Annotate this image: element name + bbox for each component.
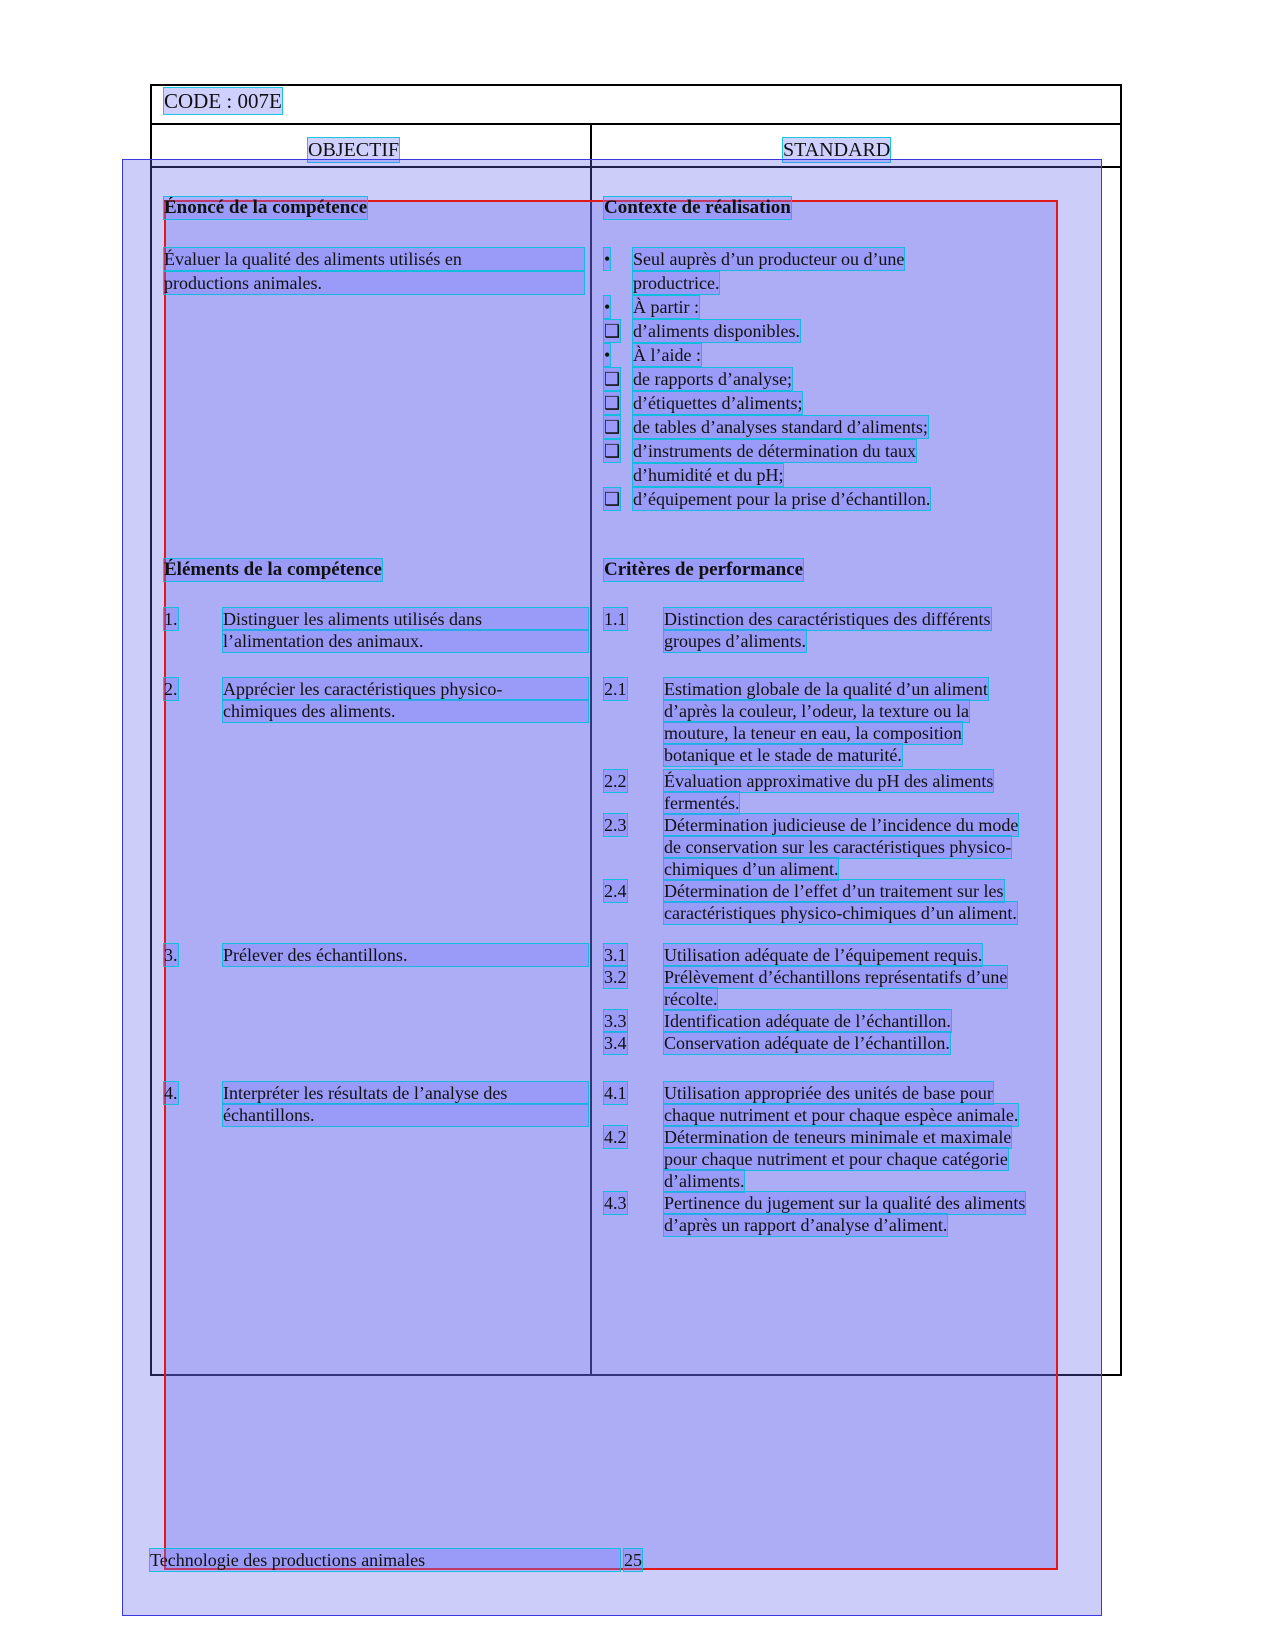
element-line: l’alimentation des animaux. [223,630,588,652]
critere-number: 3.1 [604,945,627,965]
critere-line: Conservation adéquate de l’échantillon. [664,1033,950,1053]
contexte-item-line: d’étiquettes d’aliments; [633,393,803,413]
header-standard: STANDARD [783,139,891,161]
critere-line: d’aliments. [664,1171,745,1191]
contexte-item-line: d’instruments de détermination du taux [633,441,916,461]
critere-number: 3.3 [604,1011,627,1031]
critere-number: 2.2 [604,771,627,791]
critere-line: d’après un rapport d’analyse d’aliment. [664,1215,948,1235]
element-line: Distinguer les aliments utilisés dans [223,608,588,630]
critere-line: Utilisation adéquate de l’équipement requis. [664,945,983,965]
critere-number: 1.1 [604,609,627,629]
contexte-bullet: ❑ [604,369,621,389]
contexte-title: Contexte de réalisation [604,197,791,218]
contexte-bullet: ❑ [604,321,621,341]
contexte-item-line: d’humidité et du pH; [633,465,784,485]
critere-line: de conservation sur les caractéristiques physico- [664,837,1012,857]
page-number: 25 [624,1550,642,1570]
critere-line: Utilisation appropriée des unités de base pour [664,1083,993,1103]
contexte-item-line: Seul auprès d’un producteur ou d’une [633,249,905,269]
critere-number: 4.1 [604,1083,627,1103]
critere-number: 4.3 [604,1193,627,1213]
critere-number: 2.4 [604,881,627,901]
element-number: 1. [164,609,178,629]
contexte-item-line: de tables d’analyses standard d’aliments; [633,417,928,437]
header-objectif: OBJECTIF [308,139,400,161]
contexte-bullet: • [604,249,611,269]
critere-line: Détermination judicieuse de l’incidence du mode [664,815,1019,835]
contexte-item-line: productrice. [633,273,720,293]
contexte-item-line: À partir : [633,297,699,317]
critere-line: pour chaque nutriment et pour chaque catégorie [664,1149,1008,1169]
element-line: échantillons. [223,1104,588,1126]
row-divider [150,123,1122,125]
critere-line: Prélèvement d’échantillons représentatifs d’une [664,967,1008,987]
element-number: 4. [164,1083,178,1103]
contexte-bullet: ❑ [604,417,621,437]
critere-line: Distinction des caractéristiques des différents [664,609,991,629]
critere-number: 4.2 [604,1127,627,1147]
critere-number: 3.4 [604,1033,627,1053]
contexte-item-line: d’aliments disponibles. [633,321,800,341]
critere-line: botanique et le stade de maturité. [664,745,902,765]
critere-line: chaque nutriment et pour chaque espèce animale. [664,1105,1019,1125]
element-line: chimiques des aliments. [223,700,588,722]
enonce-title: Énoncé de la compétence [164,197,368,218]
critere-number: 2.1 [604,679,627,699]
enonce-line: Évaluer la qualité des aliments utilisés en [164,248,584,270]
contexte-bullet: ❑ [604,489,621,509]
criteres-title: Critères de performance [604,559,804,580]
element-line: Prélever des échantillons. [223,944,588,966]
code-label: CODE : 007E [164,89,282,113]
critere-line: mouture, la teneur en eau, la composition [664,723,962,743]
contexte-item-line: À l’aide : [633,345,701,365]
contexte-bullet: ❑ [604,393,621,413]
contexte-item-line: d’équipement pour la prise d’échantillon. [633,489,931,509]
contexte-bullet: ❑ [604,441,621,461]
element-line: Apprécier les caractéristiques physico- [223,678,588,700]
critere-line: récolte. [664,989,718,1009]
critere-line: Estimation globale de la qualité d’un aliment [664,679,988,699]
critere-line: Pertinence du jugement sur la qualité des aliments [664,1193,1026,1213]
critere-line: groupes d’aliments. [664,631,806,651]
critere-line: Évaluation approximative du pH des aliments [664,771,994,791]
critere-line: Identification adéquate de l’échantillon. [664,1011,951,1031]
contexte-item-line: de rapports d’analyse; [633,369,792,389]
footer-title: Technologie des productions animales [150,1549,620,1571]
critere-number: 3.2 [604,967,627,987]
critere-line: chimiques d’un aliment. [664,859,839,879]
contexte-bullet: • [604,345,611,365]
contexte-bullet: • [604,297,611,317]
critere-line: Détermination de teneurs minimale et maximale [664,1127,1012,1147]
critere-number: 2.3 [604,815,627,835]
critere-line: caractéristiques physico-chimiques d’un aliment. [664,903,1017,923]
elements-title: Éléments de la compétence [164,559,382,580]
critere-line: Détermination de l’effet d’un traitement sur les [664,881,1004,901]
element-line: Interpréter les résultats de l’analyse des [223,1082,588,1104]
critere-line: d’après la couleur, l’odeur, la texture ou la [664,701,969,721]
enonce-line: productions animales. [164,272,584,294]
critere-line: fermentés. [664,793,740,813]
element-number: 3. [164,945,178,965]
element-number: 2. [164,679,178,699]
